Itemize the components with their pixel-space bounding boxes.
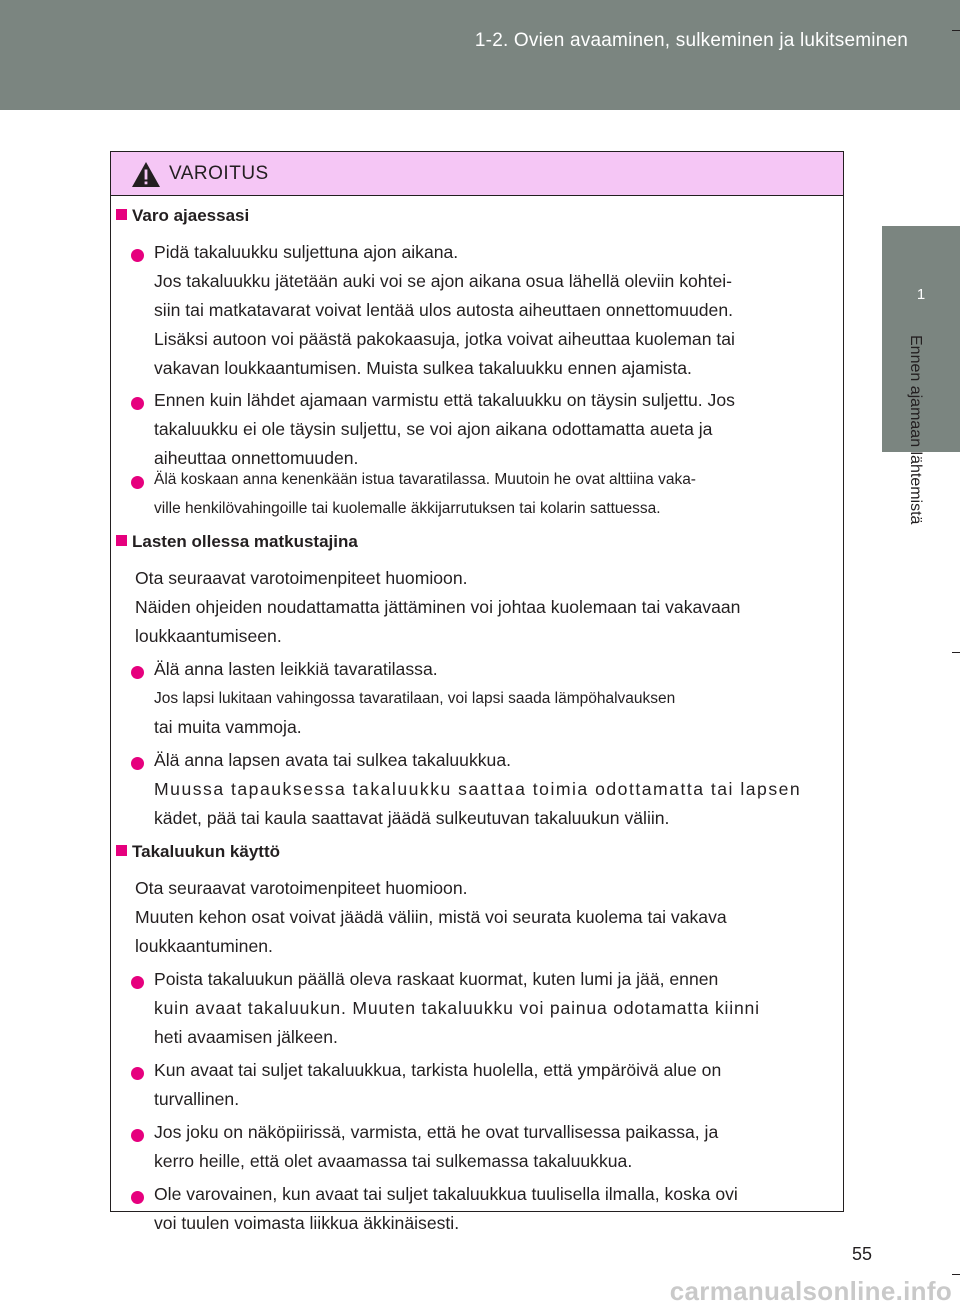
text-line: kuin avaat takaluukun. Muuten takaluukku voi painua odotamatta kiinni [154,998,760,1018]
footer [0,1276,960,1304]
square-bullet-icon [116,535,127,546]
text-line: Jos lapsi lukitaan vahingossa tavaratilaan, voi lapsi saada lämpöhalvauksen [154,690,676,707]
bullet-icon [131,1191,144,1204]
text-line: tai muita vammoja. [154,717,302,737]
text-line: Älä anna lasten leikkiä tavaratilassa. [154,659,438,679]
section-title: 1-2. Ovien avaaminen, sulkeminen ja lukitseminen [474,30,908,51]
section-heading [116,532,358,552]
warning-triangle-icon [131,161,161,188]
side-tab [882,110,960,1304]
text-line: Poista takaluukun päällä oleva raskaat kuormat, kuten lumi ja jää, ennen [154,969,719,989]
bullet-icon [131,249,144,262]
side-tab-label: Ennen ajamaan lähtemistä [907,335,924,525]
text-line: kädet, pää tai kaula saattavat jäädä sulkeutuvan takaluukun väliin. [154,808,670,828]
text-line: Älä koskaan anna kenenkään istua tavaratilassa. Muutoin he ovat alttiina vaka- [154,471,696,488]
text-line: ville henkilövahingoille tai kuolemalle äkkijarrutuksen tai kolarin sattuessa. [154,500,661,517]
text-line: Kun avaat tai suljet takaluukkua, tarkista huolella, että ympäröivä alue on [154,1060,722,1080]
text-line: loukkaantuminen. [135,936,273,956]
text-line: Lisäksi autoon voi päästä pakokaasuja, jotka voivat aiheuttaa kuoleman tai [154,329,735,349]
text-line: Ennen kuin lähdet ajamaan varmistu että takaluukku on täysin suljettu. Jos [154,390,735,410]
watermark-url: carmanualsonline.info [669,1276,952,1306]
text-line: loukkaantumiseen. [135,626,282,646]
crop-mark [952,30,960,31]
text-line: Jos takaluukku jätetään auki voi se ajon aikana osua lähellä oleviin kohtei- [154,271,733,291]
text-line: kerro heille, että olet avaamassa tai sulkemassa takaluukkua. [154,1151,633,1171]
text-line: Älä anna lapsen avata tai sulkea takaluukkua. [154,750,512,770]
text-line: Ota seuraavat varotoimenpiteet huomioon. [135,568,468,588]
warning-box [110,151,844,1233]
warning-title: VAROITUS [169,163,269,184]
text-line: heti avaamisen jälkeen. [154,1027,338,1047]
section-heading [116,842,280,862]
text-line: siin tai matkatavarat voivat lentää ulos autosta aiheuttaen onnettomuuden. [154,300,734,320]
text-line: Ota seuraavat varotoimenpiteet huomioon. [135,878,468,898]
text-line: takaluukku ei ole täysin suljettu, se voi ajon aikana odottamatta aueta ja [154,419,713,439]
square-bullet-icon [116,209,127,220]
bullet-icon [131,976,144,989]
bullet-icon [131,1067,144,1080]
text-line: voi tuulen voimasta liikkua äkkinäisesti. [154,1213,460,1233]
page-number: 55 [852,1244,873,1264]
square-bullet-icon [116,845,127,856]
side-tab-number: 1 [916,286,926,303]
bullet-icon [131,397,144,410]
bullet-icon [131,476,144,489]
bullet-icon [131,757,144,770]
header-bar [0,0,960,110]
crop-mark [952,1274,960,1275]
text-line: aiheuttaa onnettomuuden. [154,448,359,468]
bullet-icon [131,1129,144,1142]
crop-mark [952,652,960,653]
section-heading-text: Varo ajaessasi [132,206,250,225]
text-line: Ole varovainen, kun avaat tai suljet takaluukkua tuulisella ilmalla, koska ovi [154,1184,738,1204]
section-heading-text: Takaluukun käyttö [132,842,280,861]
text-line: Muuten kehon osat voivat jäädä väliin, mistä voi seurata kuolema tai vakava [135,907,727,927]
text-line: Pidä takaluukku suljettuna ajon aikana. [154,242,459,262]
text-line: turvallinen. [154,1089,240,1109]
section-heading [116,206,249,226]
warning-header [111,152,843,196]
text-line: vakavan loukkaantumisen. Muista sulkea takaluukku ennen ajamista. [154,358,692,378]
section-heading-text: Lasten ollessa matkustajina [132,532,358,551]
bullet-icon [131,666,144,679]
text-line: Näiden ohjeiden noudattamatta jättäminen voi johtaa kuolemaan tai vakavaan [135,597,741,617]
text-line: Jos joku on näköpiirissä, varmista, että he ovat turvallisessa paikassa, ja [154,1122,719,1142]
text-line: Muussa tapauksessa takaluukku saattaa toimia odottamatta tai lapsen [154,779,802,799]
